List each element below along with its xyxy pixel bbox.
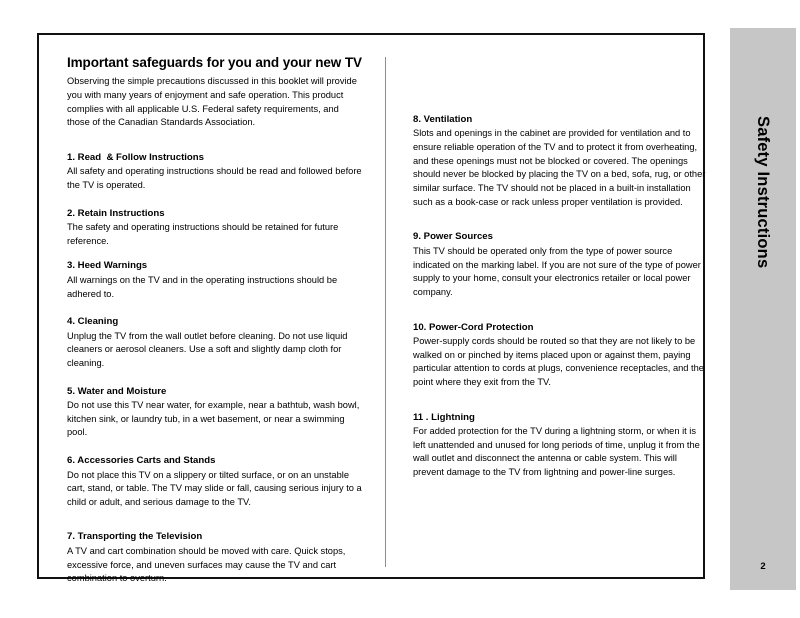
section-heading: 2. Retain Instructions xyxy=(67,207,165,219)
section-body: Slots and openings in the cabinet are provided for ventilation and to ensure reliable operation of the TV and to protect it from overheating, and these openings must not be blocked or covered. The openings should never be blocked by placing the TV on a bed, sofa, rug, or other similar surface. The TV should not be placed in a built-in installation such as a book-case or rack unless proper ventilation is provided. xyxy=(413,128,706,207)
section-body: Do not place this TV on a slippery or tilted surface, or on an unstable cart, stand, or table. The TV may slide or fall, causing serious injury to a child or adult, and serious damage to the TV. xyxy=(67,469,362,507)
side-tab-label: Safety Instructions xyxy=(754,115,772,269)
section-heading: 1. Read & Follow Instructions xyxy=(67,151,204,163)
section-body: Do not use this TV near water, for example, near a bathtub, wash bowl, kitchen sink, or laundry tub, in a wet basement, or near a swimming pool. xyxy=(67,400,360,438)
section-9-power-sources xyxy=(413,231,709,299)
section-body: All safety and operating instructions should be read and followed before the TV is operated. xyxy=(67,166,362,190)
section-heading: 10. Power-Cord Protection xyxy=(413,321,534,333)
section-heading: 9. Power Sources xyxy=(413,231,493,243)
section-heading: 11 . Lightning xyxy=(413,411,475,423)
side-tab xyxy=(730,28,796,590)
section-heading: 8. Ventilation xyxy=(413,114,473,125)
section-heading: 3. Heed Warnings xyxy=(67,260,148,272)
section-body: Unplug the TV from the wall outlet before cleaning. Do not use liquid cleaners or aerosol cleaners. Use a soft and slightly damp cloth for cleaning. xyxy=(67,330,348,368)
section-heading: 5. Water and Moisture xyxy=(67,385,167,397)
section-body: For added protection for the TV during a lightning storm, or when it is left unattended and unused for long periods of time, unplug it from the wall outlet and disconnect the antenna or cable system. This will prevent damage to the TV from lightning and power-line surges. xyxy=(413,426,700,478)
section-11-lightning xyxy=(413,412,709,480)
section-1-read-follow-instructions xyxy=(67,152,363,193)
left-text-column xyxy=(67,55,363,586)
section-8-ventilation xyxy=(413,114,709,209)
section-6-accessories-carts-and-stands xyxy=(67,455,363,509)
section-heading: 6. Accessories Carts and Stands xyxy=(67,455,216,467)
column-divider xyxy=(385,57,386,567)
page-title: Important safeguards for you and your new TV xyxy=(67,55,362,70)
section-heading: 4. Cleaning xyxy=(67,316,119,328)
section-body: A TV and cart combination should be moved with care. Quick stops, excessive force, and uneven surfaces may cause the TV and cart combination to overturn. xyxy=(67,545,346,584)
section-2-retain-instructions xyxy=(67,208,363,249)
section-4-cleaning xyxy=(67,316,363,370)
right-text-column xyxy=(413,55,709,480)
page-number: 2 xyxy=(760,561,766,572)
intro-paragraph: Observing the simple precautions discussed in this booklet will provide you with many years of enjoyment and safe operation. This product complies with all applicable U.S. Federal safety requirements, and those of the Canadian Standards Association. xyxy=(67,76,357,128)
section-body: All warnings on the TV and in the operating instructions should be adhered to. xyxy=(67,274,338,299)
section-heading: 7. Transporting the Television xyxy=(67,531,203,543)
section-body: Power-supply cords should be routed so that they are not likely to be walked on or pinched by items placed upon or against them, paying particular attention to cords at plugs, convenience receptacles, and the point where they exit from the TV. xyxy=(413,335,704,387)
section-body: The safety and operating instructions should be retained for future reference. xyxy=(67,222,339,246)
section-10-power-cord-protection xyxy=(413,322,709,390)
section-body: This TV should be operated only from the type of power source indicated on the marking label. If you are not sure of the type of power supply to your home, consult your electronics retailer or local power company. xyxy=(413,245,701,297)
page-border xyxy=(37,33,706,584)
section-7-transporting-the-television xyxy=(67,531,363,585)
section-3-heed-warnings xyxy=(67,260,363,301)
section-5-water-and-moisture xyxy=(67,386,363,440)
